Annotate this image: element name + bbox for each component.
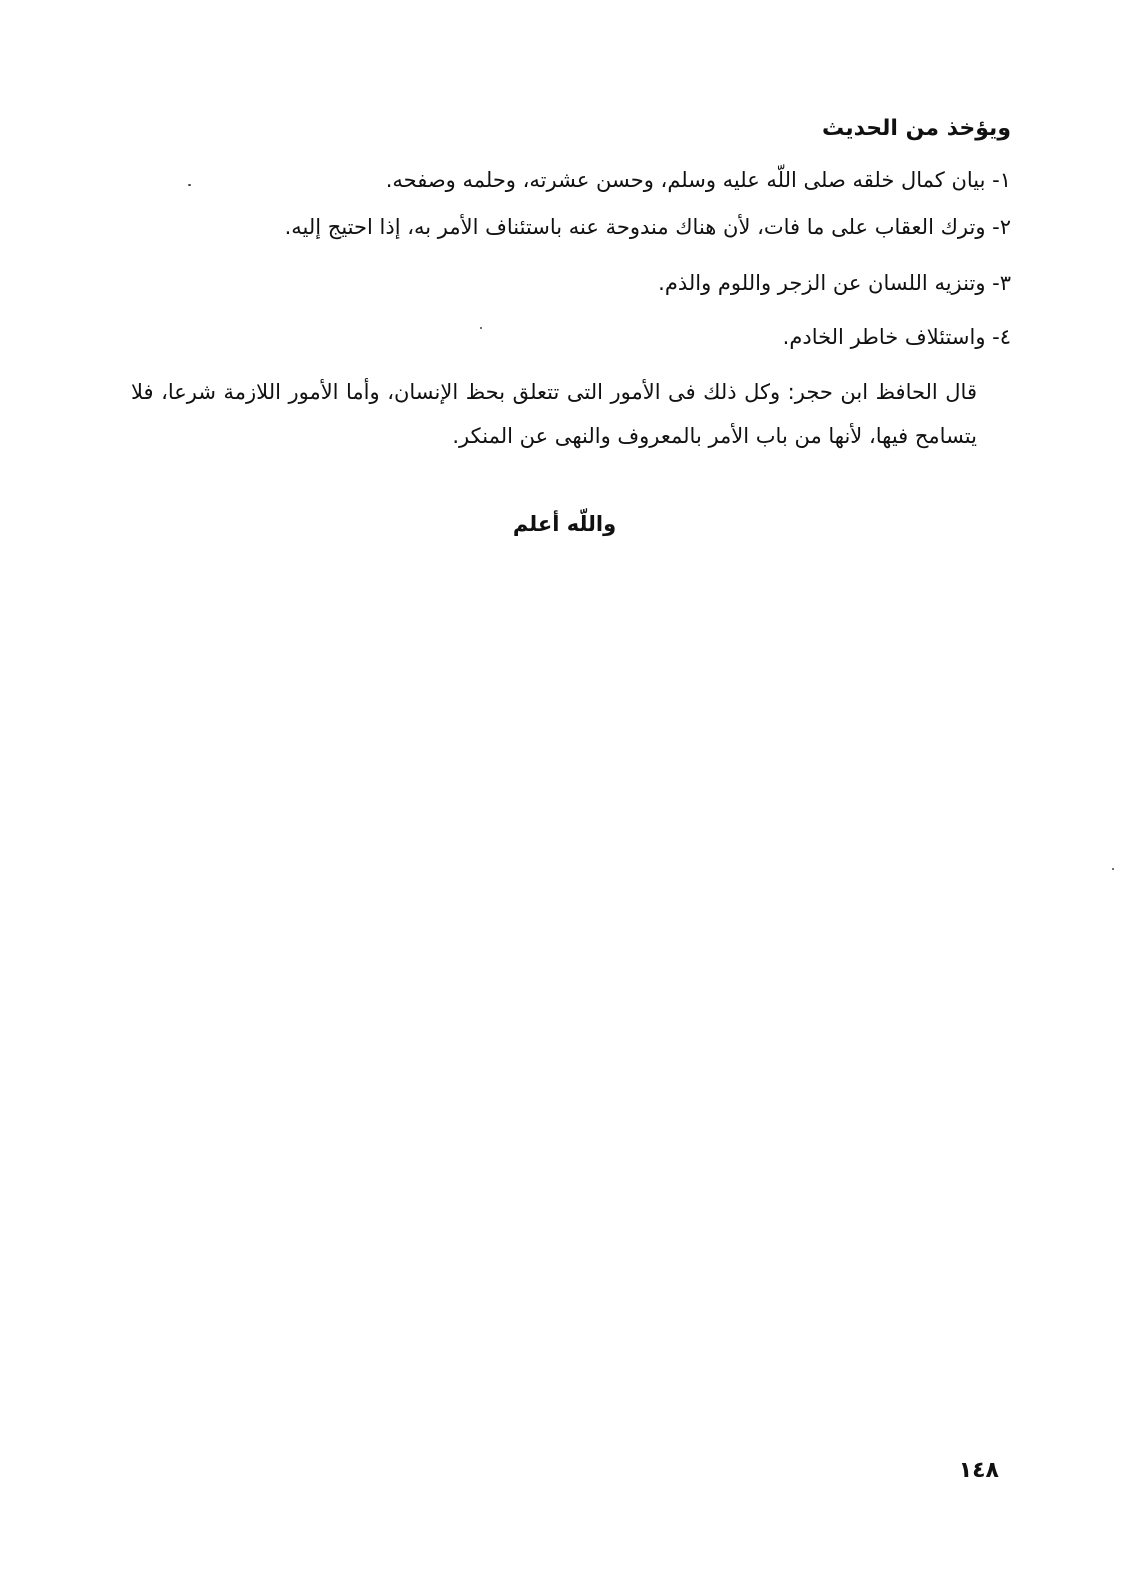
scan-speck: [480, 327, 482, 329]
closing-phrase: واللّه أعلم: [512, 512, 617, 536]
quote-paragraph: [131, 370, 1011, 458]
list-item-2: ٢- وترك العقاب على ما فات، لأن هناك مندوحة عنه باستئناف الأمر به، إذا احتيج إليه.: [284, 215, 1011, 239]
list-item-1: ١- بيان كمال خلقه صلى اللّه عليه وسلم، وحسن عشرته، وحلمه وصفحه.: [385, 168, 1011, 192]
section-heading: ويؤخذ من الحديث: [822, 116, 1011, 141]
scan-speck: [1112, 868, 1114, 870]
quote-paragraph-text: قال الحافظ ابن حجر: وكل ذلك فى الأمور التى تتعلق بحظ الإنسان، وأما الأمور اللازمة شرعا، فلا يتسامح فيها، لأنها من باب الأمر بالمعروف والنهى عن المنكر.: [131, 380, 977, 448]
scan-speck: [188, 184, 191, 186]
page-number: ١٤٨: [958, 1458, 999, 1483]
list-item-3: ٣- وتنزيه اللسان عن الزجر واللوم والذم.: [658, 271, 1011, 295]
list-item-4: ٤- واستئلاف خاطر الخادم.: [782, 325, 1011, 349]
